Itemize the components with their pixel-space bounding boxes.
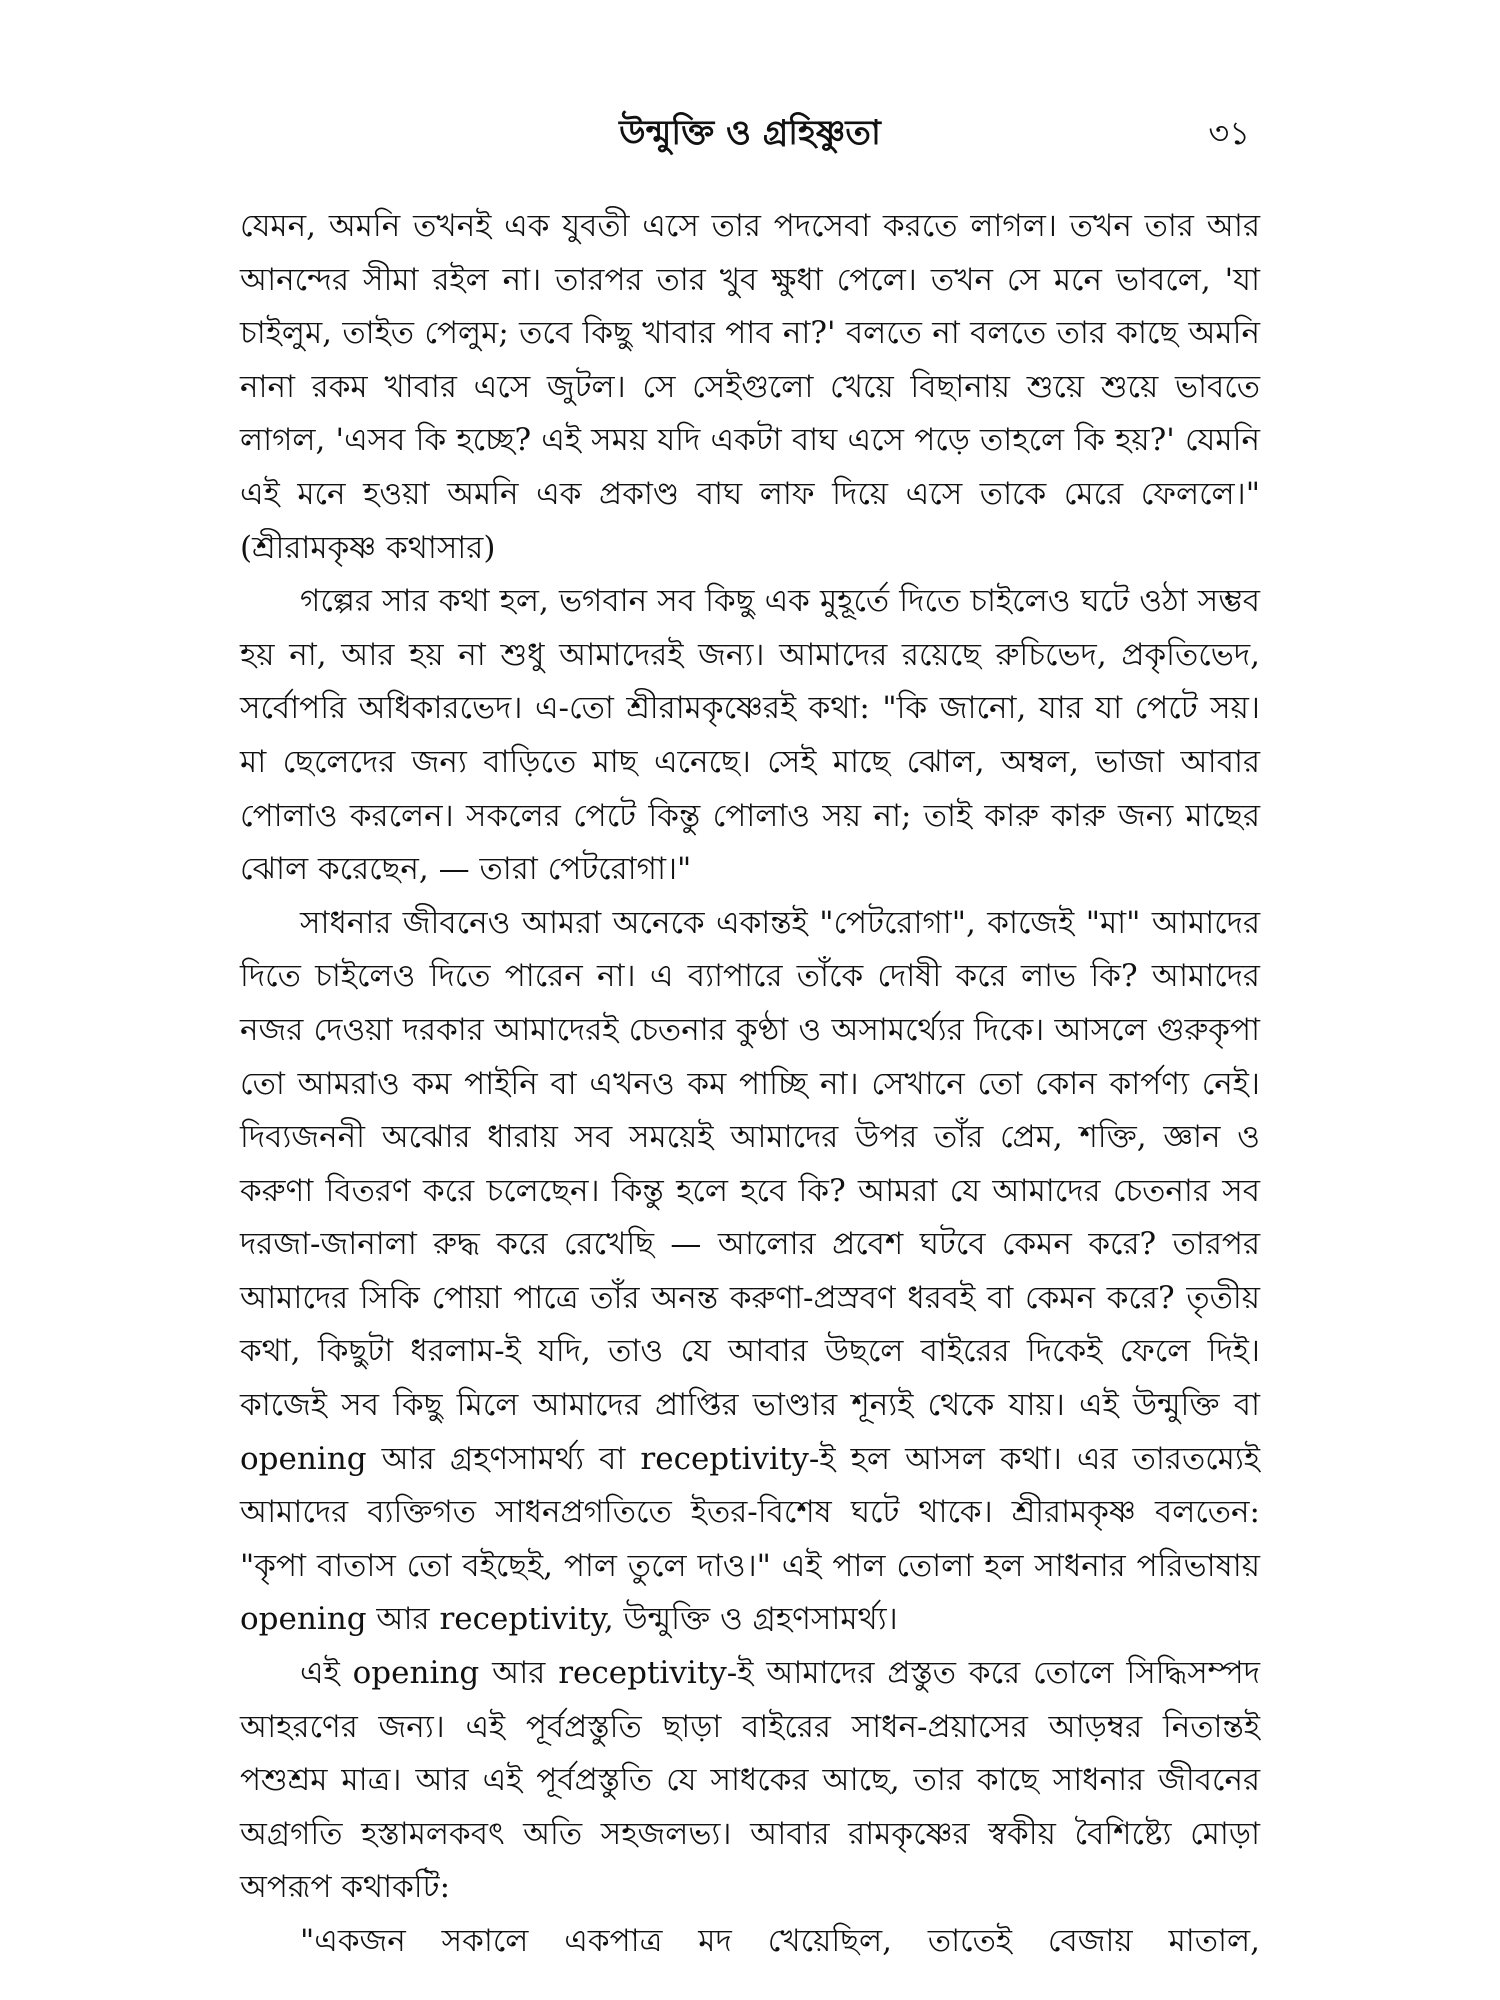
paragraph-story-ending: যেমন, অমনি তখনই এক যুবতী এসে তার পদসেবা করতে লাগল। তখন তার আর আনন্দের সীমা রইল না। তারপর তার খুব ক্ষুধা পেলে। তখন সে মনে ভাবলে, 'যা চাইলুম, তাইত পেলুম; তবে কিছু খাবার পাব না?' বলতে না বলতে তার কাছে অমনি নানা রকম খাবার এসে জুটল। সে সেইগুলো খেয়ে বিছানায় শুয়ে শুয়ে ভাবতে লাগল, 'এসব কি হচ্ছে? এই সময় যদি একটা বাঘ এসে পড়ে তাহলে কি হয়?' যেমনি এই মনে হওয়া অমনি এক প্রকাণ্ড বাঘ লাফ দিয়ে এসে তাকে মেরে ফেললে।" (শ্রীরামকৃষ্ণ কথাসার) bbox=[240, 208, 1260, 566]
body-text bbox=[240, 200, 1260, 1969]
running-header bbox=[240, 108, 1260, 158]
paragraph-quote-start: "একজন সকালে একপাত্র মদ খেয়েছিল, তাতেই বেজায় মাতাল, bbox=[300, 1923, 1260, 1959]
book-page bbox=[240, 0, 1260, 2000]
chapter-title: উন্মুক্তি ও গ্রহিষ্ণুতা bbox=[619, 113, 881, 153]
paragraph-story-moral: গল্পের সার কথা হল, ভগবান সব কিছু এক মুহূর্তে দিতে চাইলেও ঘটে ওঠা সম্ভব হয় না, আর হয় না শুধু আমাদেরই জন্য। আমাদের রয়েছে রুচিভেদ, প্রকৃতিভেদ, সর্বোপরি অধিকারভেদ। এ-তো শ্রীরামকৃষ্ণেরই কথা: "কি জানো, যার যা পেটে সয়। মা ছেলেদের জন্য বাড়িতে মাছ এনেছে। সেই মাছে ঝোল, অম্বল, ভাজা আবার পোলাও করলেন। সকলের পেটে কিন্তু পোলাও সয় না; তাই কারু কারু জন্য মাছের ঝোল করেছেন, — তারা পেটরোগা।" bbox=[240, 583, 1260, 888]
paragraph-opening-receptivity: সাধনার জীবনেও আমরা অনেকে একান্তই "পেটরোগা", কাজেই "মা" আমাদের দিতে চাইলেও দিতে পারেন না। এ ব্যাপারে তাঁকে দোষী করে লাভ কি? আমাদের নজর দেওয়া দরকার আমাদেরই চেতনার কুণ্ঠা ও অসামর্থ্যের দিকে। আসলে গুরুকৃপা তো আমরাও কম পাইনি বা এখনও কম পাচ্ছি না। সেখানে তো কোন কার্পণ্য নেই। দিব্যজননী অঝোর ধারায় সব সময়েই আমাদের উপর তাঁর প্রেম, শক্তি, জ্ঞান ও করুণা বিতরণ করে চলেছেন। কিন্তু হলে হবে কি? আমরা যে আমাদের চেতনার সব দরজা-জানালা রুদ্ধ করে রেখেছি — আলোর প্রবেশ ঘটবে কেমন করে? তারপর আমাদের সিকি পোয়া পাত্রে তাঁর অনন্ত করুণা-প্রস্রবণ ধরবই বা কেমন করে? তৃতীয় কথা, কিছুটা ধরলাম-ই যদি, তাও যে আবার উছলে বাইরের দিকেই ফেলে দিই। কাজেই সব কিছু মিলে আমাদের প্রাপ্তির ভাণ্ডার শূন্যই থেকে যায়। এই উন্মুক্তি বা opening আর গ্রহণসামর্থ্য বা receptivity-ই হল আসল কথা। এর তারতম্যেই আমাদের ব্যক্তিগত সাধনপ্রগতিতে ইতর-বিশেষ ঘটে থাকে। শ্রীরামকৃষ্ণ বলতেন: "কৃপা বাতাস তো বইছেই, পাল তুলে দাও।" এই পাল তোলা হল সাধনার পরিভাষায় opening আর receptivity, উন্মুক্তি ও গ্রহণসামর্থ্য। bbox=[240, 904, 1260, 1638]
paragraph-preparation: এই opening আর receptivity-ই আমাদের প্রস্তুত করে তোলে সিদ্ধিসম্পদ আহরণের জন্য। এই পূর্বপ্রস্তুতি ছাড়া বাইরের সাধন-প্রয়াসের আড়ম্বর নিতান্তই পশুশ্রম মাত্র। আর এই পূর্বপ্রস্তুতি যে সাধকের আছে, তার কাছে সাধনার জীবনের অগ্রগতি হস্তামলকবৎ অতি সহজলভ্য। আবার রামকৃষ্ণের স্বকীয় বৈশিষ্ট্যে মোড়া অপরূপ কথাকটি: bbox=[240, 1655, 1260, 1906]
page-number: ৩১ bbox=[1208, 114, 1250, 152]
